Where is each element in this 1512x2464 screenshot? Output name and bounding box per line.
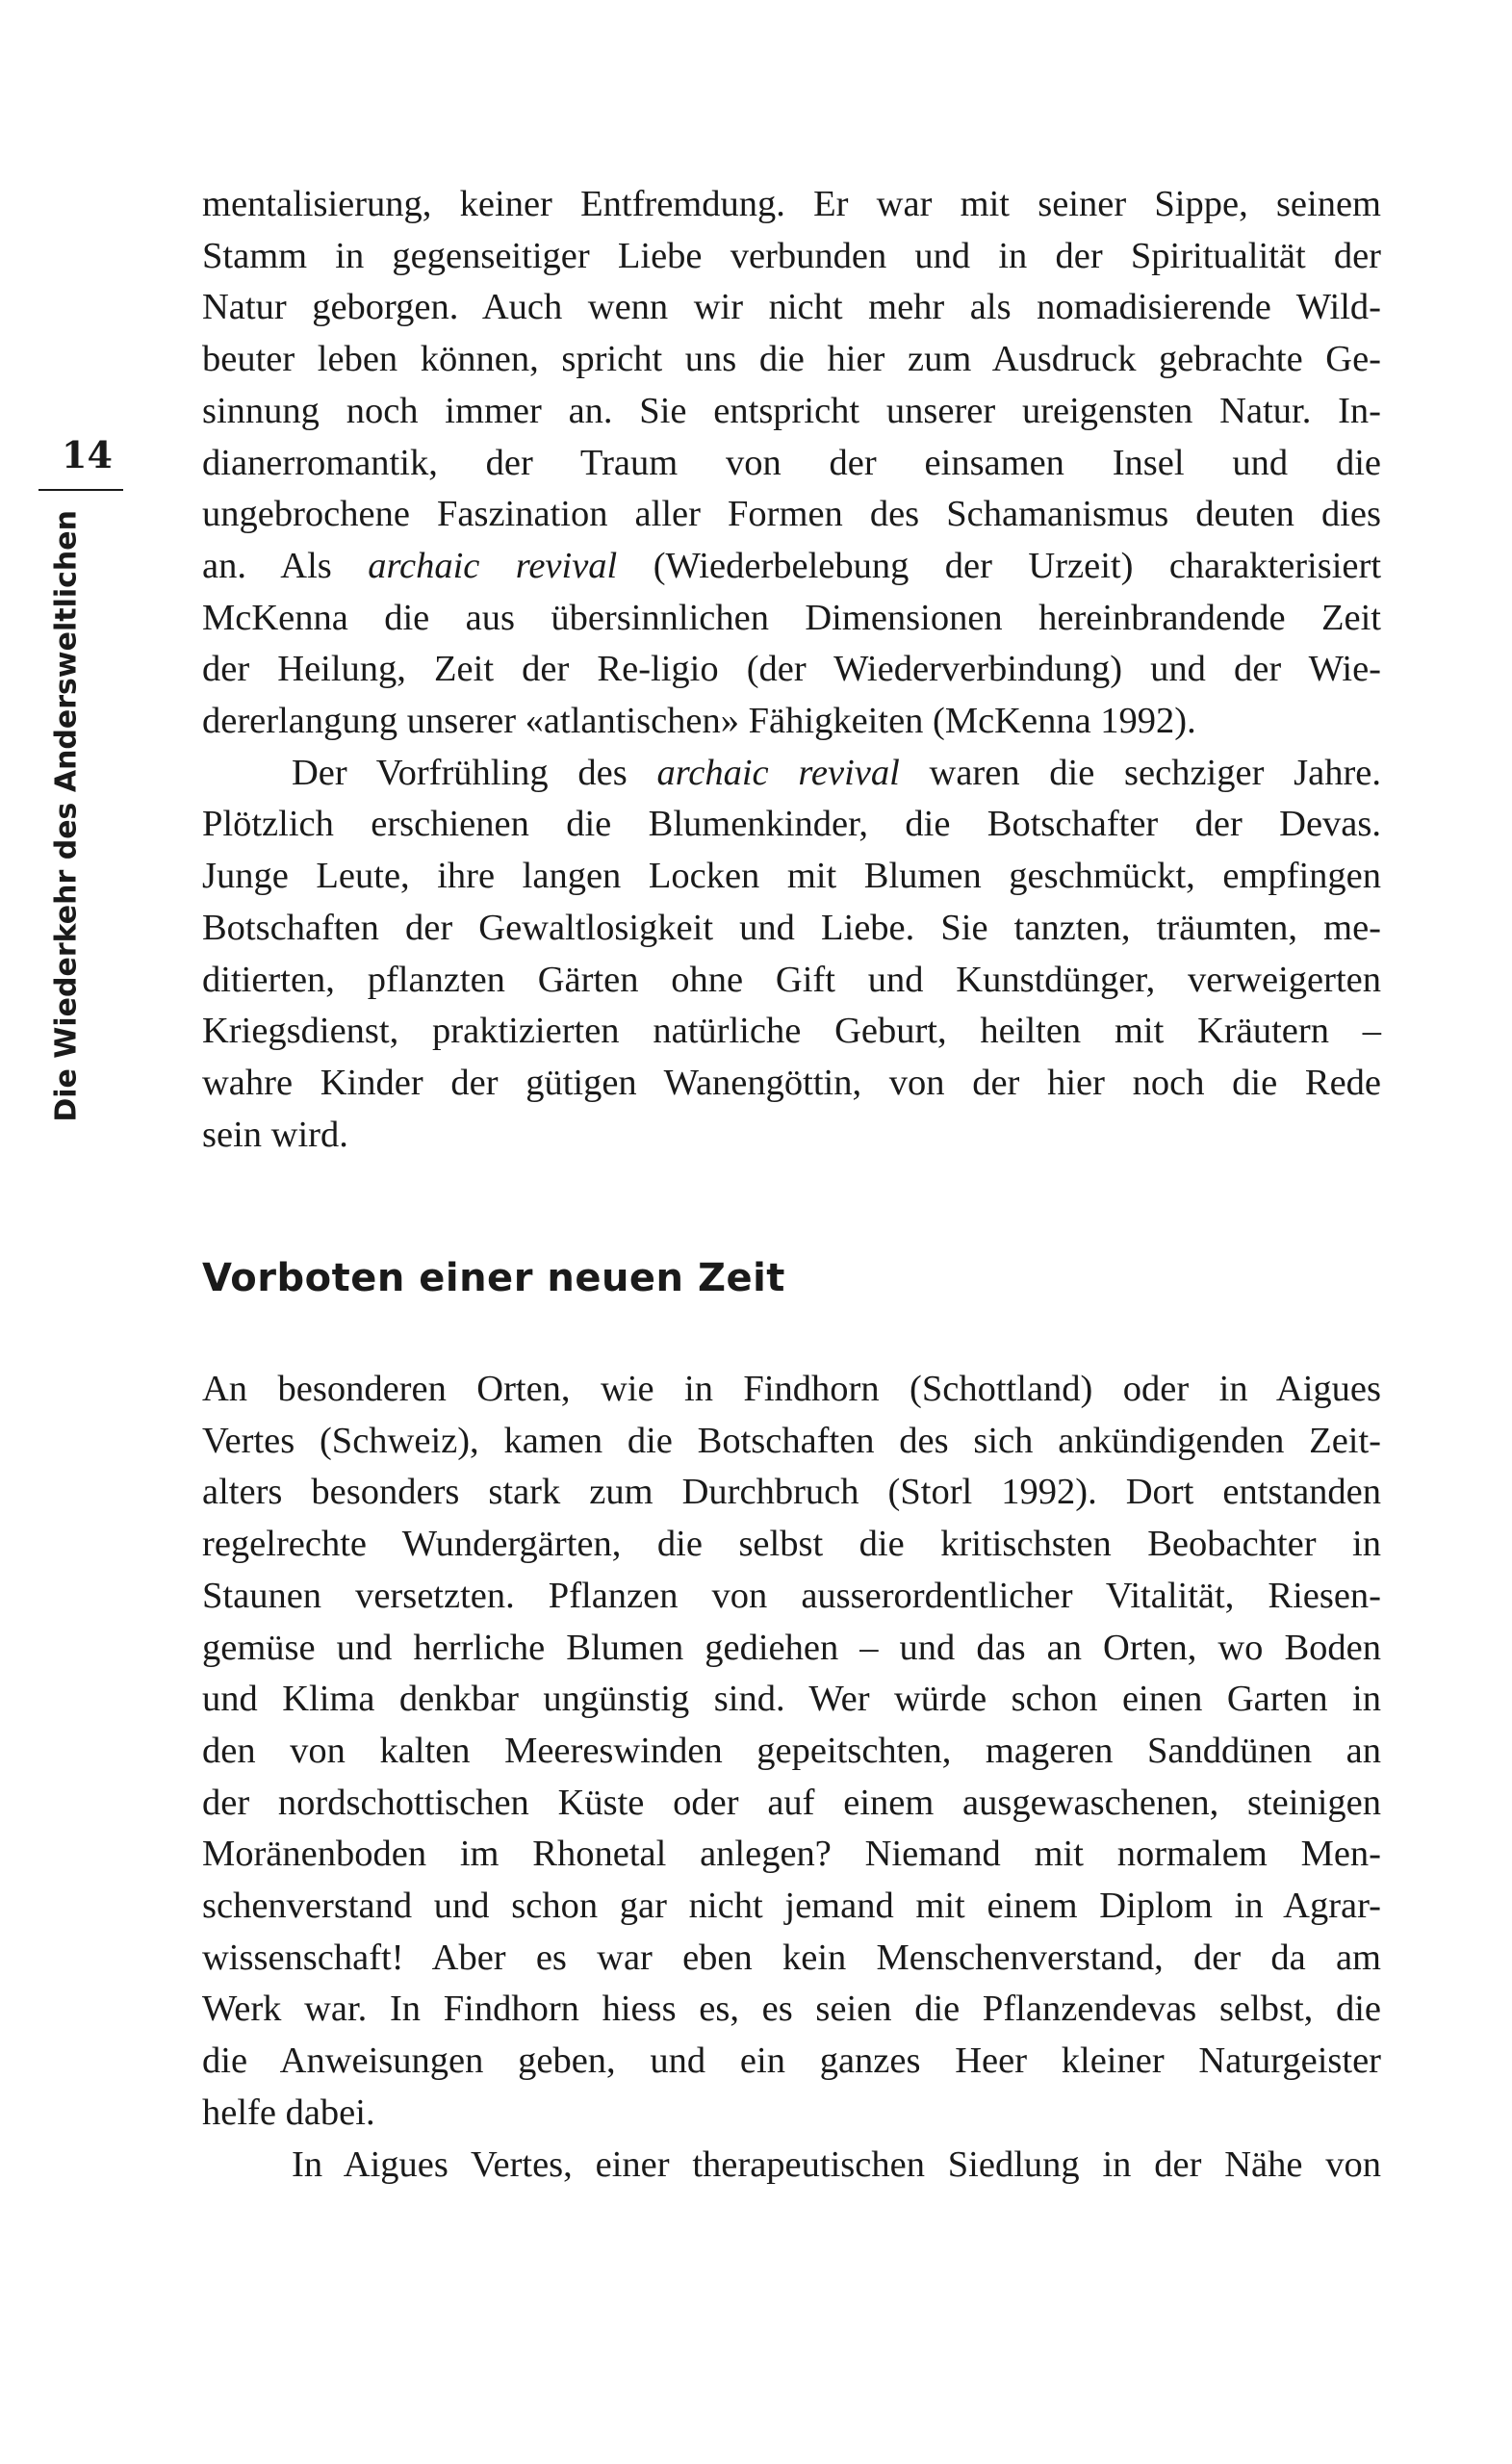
text-line: Vertes (Schweiz), kamen die Botschaften des sich ankündigenden Zeit- <box>202 1420 1381 1461</box>
running-head-text: Die Wiederkehr des Andersweltlichen <box>50 510 84 1122</box>
text-line: dererlangung unserer «atlantischen» Fähigkeiten (McKenna 1992). <box>202 701 1196 742</box>
text-run: waren die sechziger Jahre. <box>899 752 1381 793</box>
text-line: beuter leben können, spricht uns die hier zum Ausdruck gebrachte Ge- <box>202 339 1381 380</box>
text-line: In Aigues Vertes, einer therapeutischen Siedlung in der Nähe von <box>292 2143 1381 2185</box>
text-line: Junge Leute, ihre langen Locken mit Blumen geschmückt, empfingen <box>202 856 1381 897</box>
text-line: Kriegsdienst, praktizierten natürliche Geburt, heilten mit Kräutern – <box>202 1011 1381 1052</box>
text-line: den von kalten Meereswinden gepeitschten, mageren Sanddünen an <box>202 1730 1381 1771</box>
paragraph-2 <box>202 748 1381 800</box>
text-line: wissenschaft! Aber es war eben kein Menschenverstand, der da am <box>202 1937 1381 1978</box>
text-line: Staunen versetzten. Pflanzen von ausserordentlicher Vitalität, Riesen- <box>202 1575 1381 1616</box>
paragraph-1 <box>202 179 1381 748</box>
text-line: ungebrochene Faszination aller Formen des Schamanismus deuten dies <box>202 494 1381 535</box>
text-block-top <box>202 179 1381 1161</box>
text-run: (Wiederbelebung der Urzeit) charakterisiert <box>617 545 1382 586</box>
text-line: Werk war. In Findhorn hiess es, es seien die Pflanzendevas selbst, die <box>202 1989 1381 2030</box>
text-line: Botschaften der Gewaltlosigkeit und Liebe. Sie tanzten, träumten, me- <box>202 907 1381 948</box>
text-line: mentalisierung, keiner Entfremdung. Er war mit seiner Sippe, seinem <box>202 184 1381 224</box>
text-line: sinnung noch immer an. Sie entspricht unserer ureigensten Natur. In- <box>202 390 1381 431</box>
text-line: McKenna die aus übersinnlichen Dimensionen hereinbrandende Zeit <box>202 597 1381 638</box>
text-line: Plötzlich erschienen die Blumenkinder, die Botschafter der Devas. <box>202 804 1381 845</box>
text-line: dianerromantik, der Traum von der einsamen Insel und die <box>202 442 1381 483</box>
text-line: ditierten, pflanzten Gärten ohne Gift und Kunstdünger, verweigerten <box>202 959 1381 1000</box>
italic-term: archaic revival <box>656 752 900 793</box>
text-line: An besonderen Orten, wie in Findhorn (Schottland) oder in Aigues <box>202 1369 1381 1409</box>
paragraph-3 <box>202 1364 1381 2140</box>
margin-rule <box>38 489 123 491</box>
text-line <box>202 748 1381 800</box>
text-line: Moränenboden im Rhonetal anlegen? Niemand mit normalem Men- <box>202 1834 1381 1875</box>
text-line: der nordschottischen Küste oder auf einem ausgewaschenen, steinigen <box>202 1782 1381 1823</box>
text-line: alters besonders stark zum Durchbruch (Storl 1992). Dort entstanden <box>202 1472 1381 1513</box>
text-run: Der Vorfrühling des <box>292 752 657 793</box>
text-line: und Klima denkbar ungünstig sind. Wer würde schon einen Garten in <box>202 1679 1381 1720</box>
page-number: 14 <box>62 433 113 476</box>
italic-term: archaic revival <box>368 545 618 586</box>
text-block-bottom <box>202 1364 1381 2191</box>
text-line: die Anweisungen geben, und ein ganzes Heer kleiner Naturgeister <box>202 2040 1381 2082</box>
text-line: schenverstand und schon gar nicht jemand mit einem Diplom in Agrar- <box>202 1886 1381 1927</box>
text-line: der Heilung, Zeit der Re-ligio (der Wiederverbindung) und der Wie- <box>202 649 1381 690</box>
text-run: an. Als <box>202 545 369 586</box>
paragraph-4 <box>202 2140 1381 2192</box>
text-line: sein wird. <box>202 1114 348 1155</box>
text-line <box>202 541 1381 593</box>
text-line: helfe dabei. <box>202 2092 375 2133</box>
section-heading: Vorboten einer neuen Zeit <box>202 1256 785 1300</box>
paragraph-2-cont <box>202 799 1381 1161</box>
text-line: Natur geborgen. Auch wenn wir nicht mehr als nomadisierende Wild- <box>202 287 1381 328</box>
text-line: wahre Kinder der gütigen Wanengöttin, von der hier noch die Rede <box>202 1062 1381 1103</box>
running-head <box>37 510 87 1122</box>
text-line: gemüse und herrliche Blumen gediehen – und das an Orten, wo Boden <box>202 1627 1381 1668</box>
text-line: Stamm in gegenseitiger Liebe verbunden und in der Spiritualität der <box>202 235 1381 276</box>
text-line: regelrechte Wundergärten, die selbst die kritischsten Beobachter in <box>202 1524 1381 1565</box>
